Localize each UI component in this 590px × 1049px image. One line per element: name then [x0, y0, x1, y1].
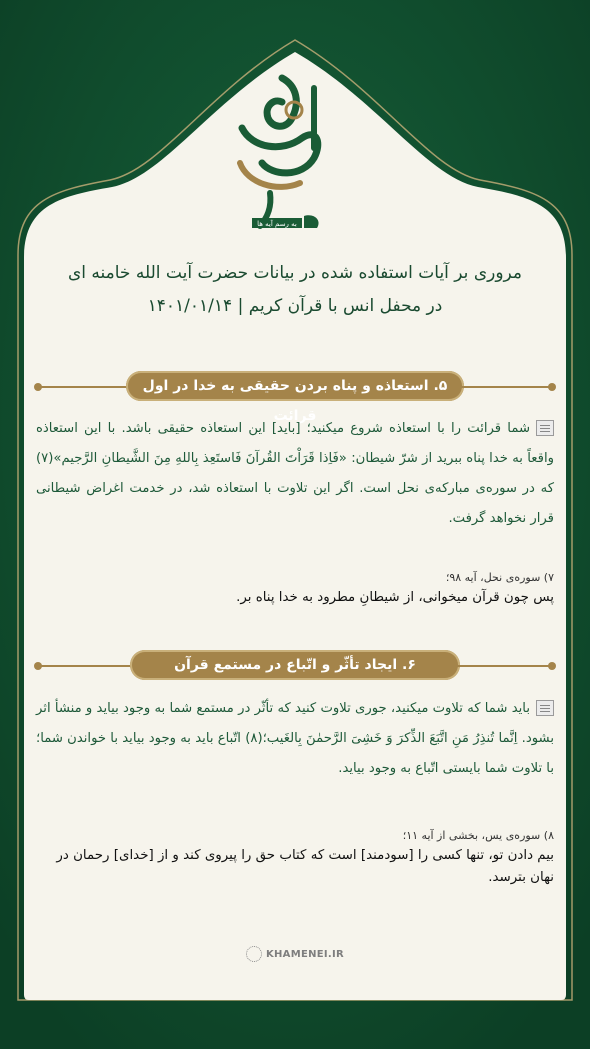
section-divider-left	[36, 665, 136, 667]
section-body-text: باید شما که تلاوت میکنید، جوری تلاوت کنید که تأثّر در مستمع شما به وجود بیاید و منشأ اثر بشود. اِنَّما تُنذِرُ مَنِ اتَّبَعَ الذِّکرَ وَ خَشِیَ الرَّحمٰنَ بِالغَیب؛(۸) اتّباع باید به وجود بیاید با خواندن شما؛ با تلاوت شما بایستی اتّباع به وجود بیاید.	[36, 701, 554, 776]
footnote-reference: ۷) سوره‌ی نحل، آیه ۹۸؛	[445, 571, 554, 584]
note-icon	[536, 420, 554, 436]
page-title: مروری بر آیات استفاده شده در بیانات حضرت آیت الله خامنه ای	[67, 263, 523, 283]
footnote-7	[36, 571, 554, 609]
brand-text: KHAMENEI.IR	[265, 949, 345, 960]
footnote-translation: بیم دادن تو، تنها کسی را [سودمند] است که کتاب حق را پیروی کند و از [خدای] رحمان در نهان بترسد.	[56, 848, 554, 885]
section-divider-left	[36, 386, 131, 388]
logo-caption: به رسم آیه ها	[257, 220, 297, 228]
section-body-6	[36, 694, 554, 784]
section-divider-right	[460, 386, 554, 388]
page-subtitle-date: در محفل انس با قرآن کریم | ۱۴۰۱/۰۱/۱۴	[147, 296, 443, 316]
footnote-translation: پس چون قرآن میخوانی، از شیطانِ مطرود به خدا پناه بر.	[236, 590, 554, 605]
footnote-reference: ۸) سوره‌ی یس، بخشی از آیه ۱۱؛	[402, 829, 554, 842]
section-title-6: ۶. ایجاد تأثّر و اتّباع در مستمع قرآن	[130, 650, 460, 680]
footer-brand	[0, 946, 590, 962]
section-title-5: ۵. استعاذه و پناه بردن حقیقی به خدا در اول قرائت	[126, 371, 464, 401]
section-body-text: شما قرائت را با استعاذه شروع میکنید؛ [باید] این استعاذه حقیقی باشد. با این استعاذه واقعاً به خدا پناه ببرید از شرّ شیطان: «فَاِذا قَرَاْتَ القُرآنَ فَاستَعِذ بِاللهِ مِنَ الشَّیطانِ الرَّجیم»(۷) که در سوره‌ی مبارکه‌ی نحل است. اگر این تلاوت با استعاذه شد، در خدمت اغراض شیطانی قرار نخواهد گرفت.	[36, 421, 554, 526]
calligraphy-logo-icon	[222, 68, 342, 238]
section-divider-right	[455, 665, 554, 667]
khamenei-emblem-icon	[246, 946, 262, 962]
section-body-5	[36, 414, 554, 534]
note-icon	[536, 700, 554, 716]
footnote-8	[36, 829, 554, 889]
